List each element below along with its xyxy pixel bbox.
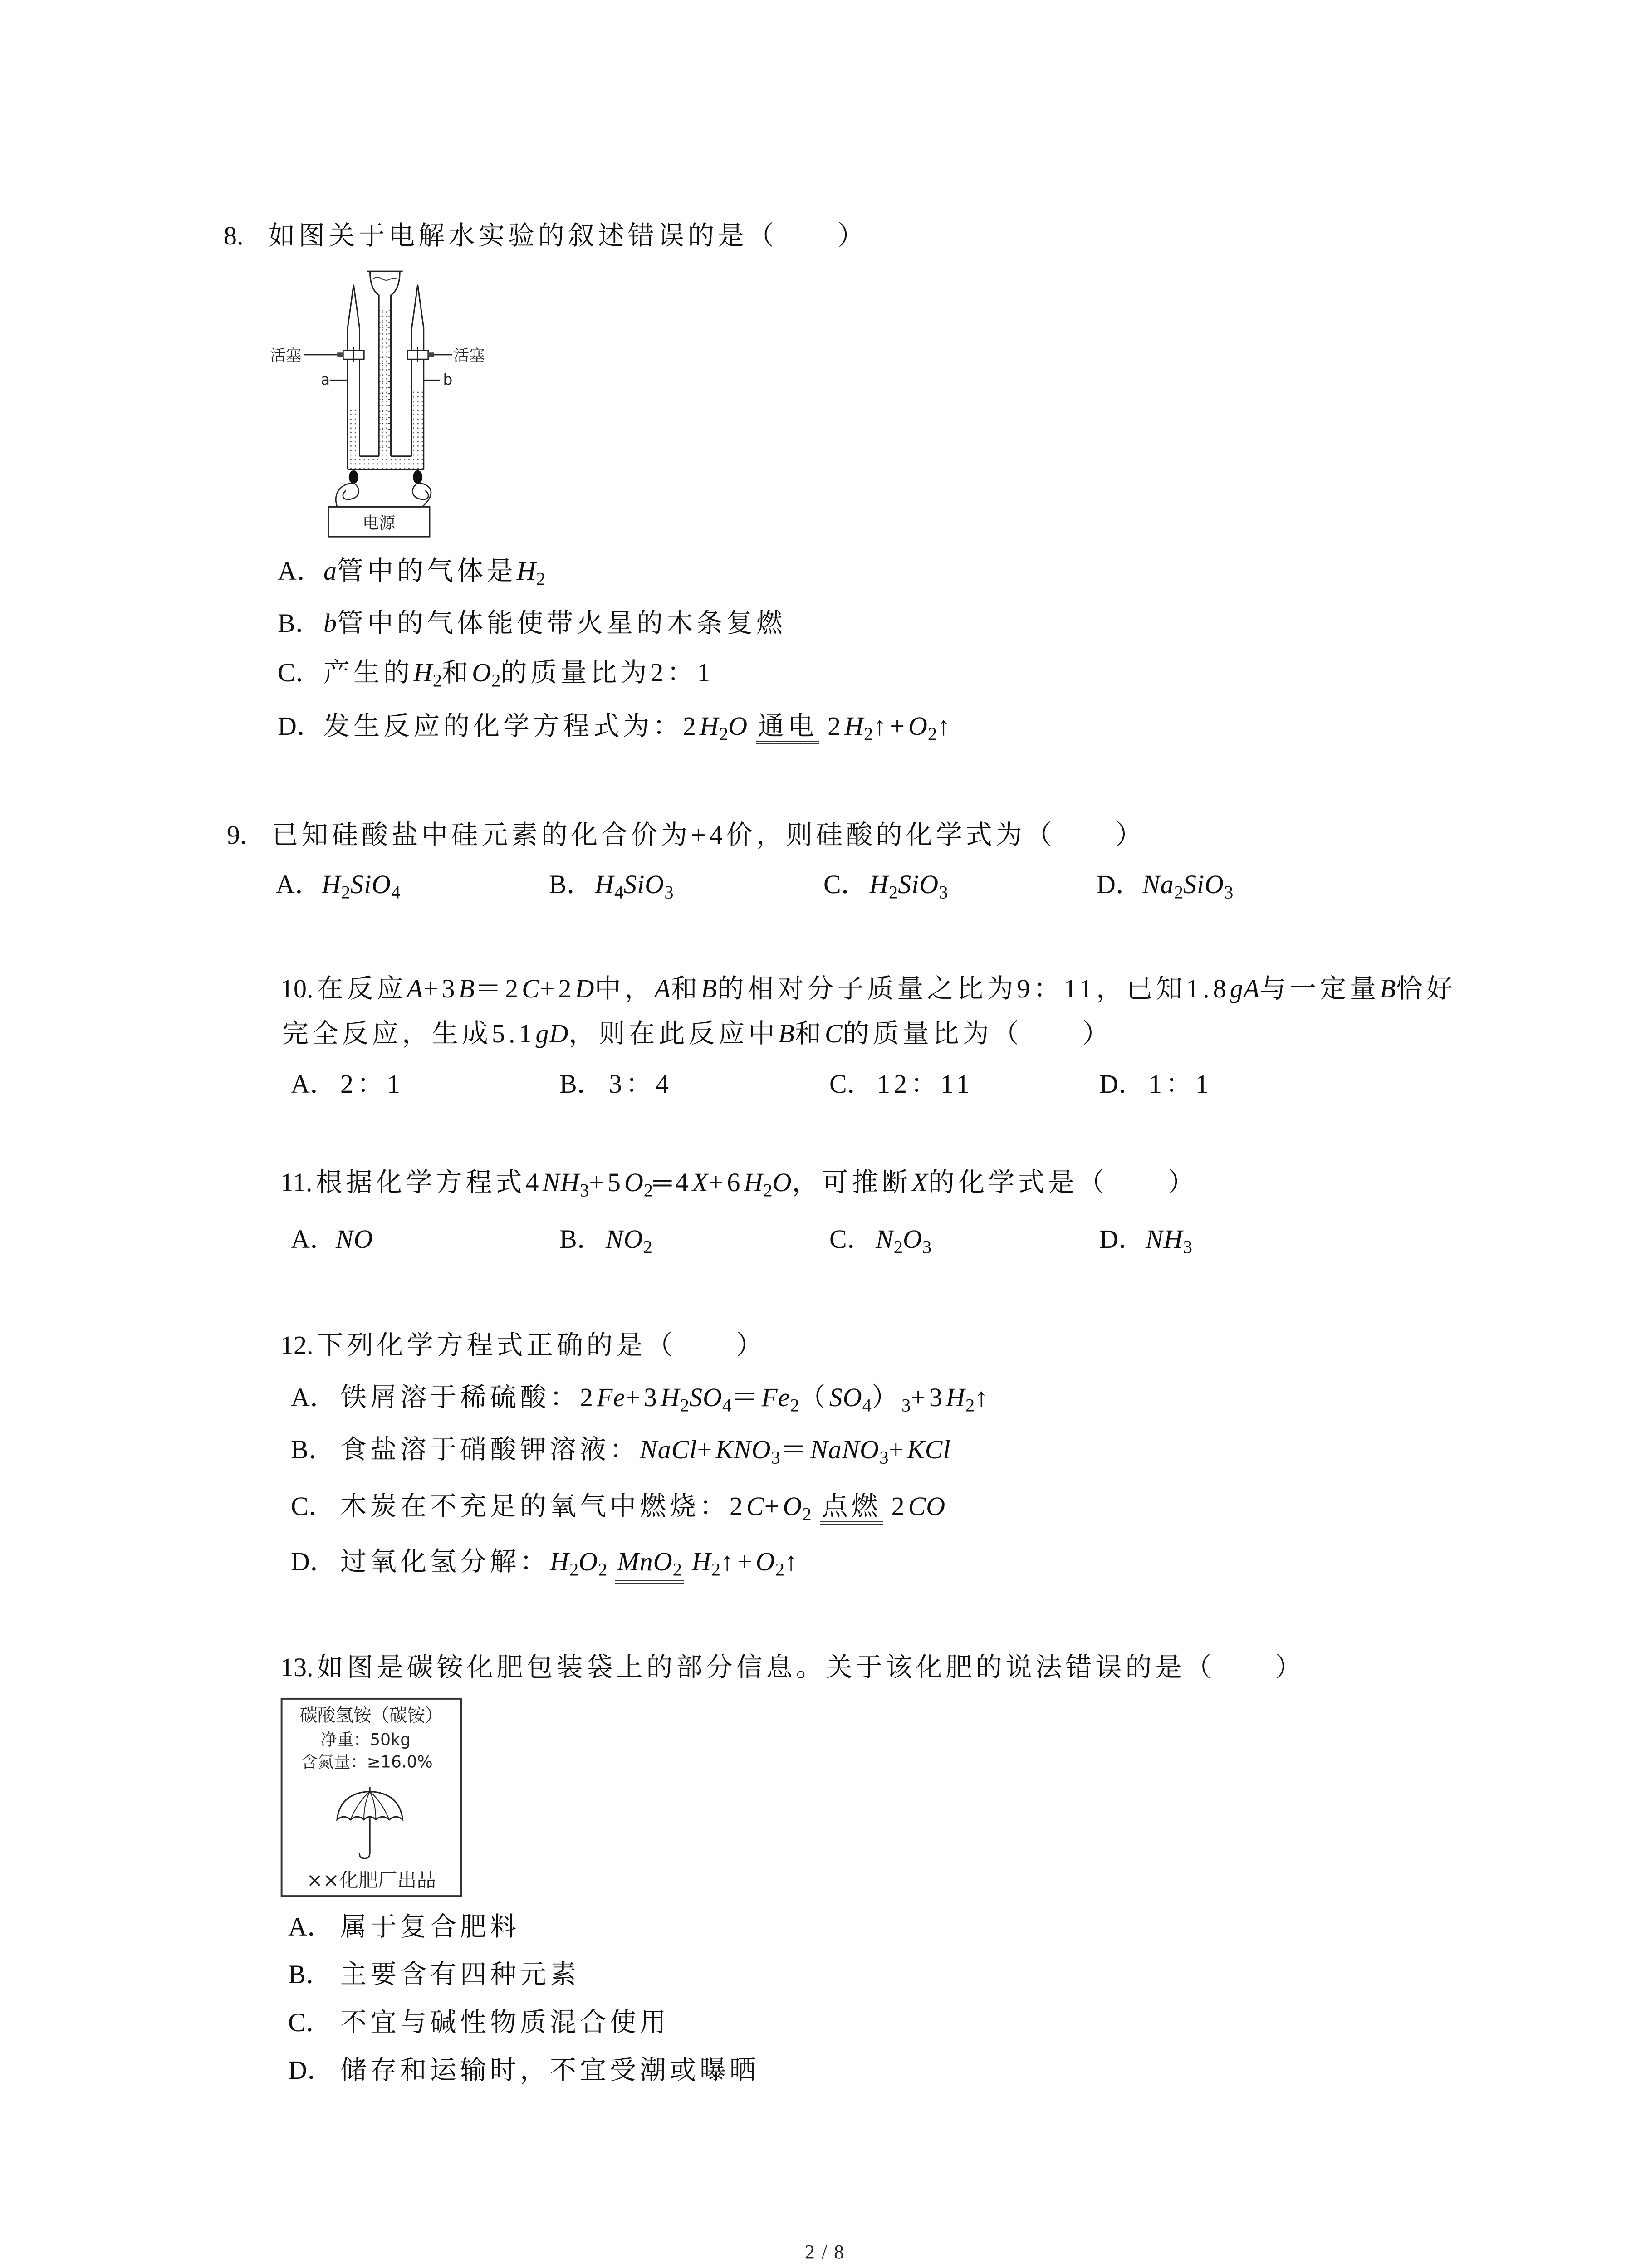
wire-right (412, 483, 431, 507)
option-a (288, 1911, 520, 1943)
funnel-outline (370, 271, 400, 301)
formula-symbol: N (876, 1224, 894, 1254)
option-label: A． (278, 556, 323, 586)
subscript: 2 (763, 1180, 773, 1201)
option-c (829, 1223, 931, 1263)
option-a (291, 1382, 991, 1421)
formula-symbol: H (550, 1547, 569, 1576)
text-run: ═4 (653, 1168, 692, 1197)
text-run: + (888, 1435, 907, 1464)
option-c (288, 2007, 670, 2038)
text-run: ，可推断 (792, 1168, 912, 1197)
option-formula (322, 870, 401, 903)
formula-symbol: KNO (715, 1435, 771, 1464)
text-run: 发生反应的化学方程式为：2 (323, 711, 700, 741)
subscript: 3 (579, 1180, 589, 1201)
text-run: +5 (589, 1168, 624, 1197)
option-text: 储存和运输时，不宜受潮或曝晒 (340, 2055, 760, 2085)
option-label: C． (278, 658, 322, 687)
option-text: 属于复合肥料 (340, 1912, 520, 1941)
text-run: 和 (442, 658, 472, 687)
option-text: 1：1 (1149, 1069, 1213, 1099)
option-label: C． (829, 1069, 873, 1099)
option-label: B． (288, 1960, 332, 1989)
option-label: B． (559, 1224, 603, 1254)
subscript: 2 (927, 723, 937, 744)
product-name: 碳酸氢铵（碳铵） (299, 1705, 443, 1726)
stopcock-knob (428, 352, 434, 357)
label-stopcock-left: 活塞 (270, 347, 302, 365)
subscript: 2 (672, 1559, 682, 1580)
subscript: 2 (536, 568, 546, 589)
text-run: 2 (891, 1491, 908, 1521)
option-text (323, 711, 954, 744)
text-run: 过氧化氢分解： (340, 1547, 550, 1576)
subscript: 2 (643, 1180, 653, 1201)
formula-symbol: O (624, 1168, 644, 1197)
formula-symbol: H (700, 711, 719, 741)
text-run: 恰好 (1396, 974, 1456, 1003)
text-run: ＝2 (475, 974, 522, 1003)
formula-symbol: NH (1146, 1224, 1183, 1254)
nitrogen-content: 含氮量：≥16.0% (301, 1752, 433, 1772)
question-text: 已知硅酸盐中硅元素的化合价为+4价，则硅酸的化学式为（ ） (272, 820, 1146, 850)
formula-symbol: Na (1142, 870, 1174, 899)
formula-symbol: NO (336, 1224, 373, 1254)
formula-symbol: NaCl (640, 1435, 697, 1464)
option-b (559, 1223, 652, 1263)
question-number: 10. (280, 974, 314, 1003)
subscript: 2 (432, 670, 442, 691)
question-9-stem (227, 819, 1146, 851)
page-number: 2 / 8 (804, 2241, 845, 2263)
option-formula (606, 1224, 652, 1257)
option-formula (595, 870, 674, 903)
subscript: 4 (862, 1395, 872, 1416)
option-label: C． (823, 870, 867, 899)
option-text (340, 1547, 801, 1580)
text-run: + (697, 1435, 716, 1464)
text-run: 和 (794, 1019, 825, 1048)
option-d (1097, 869, 1233, 908)
subscript: 2 (643, 1237, 652, 1257)
text-run: ＝ (731, 1383, 762, 1412)
subscript: 4 (722, 1395, 732, 1416)
option-b (559, 1068, 672, 1100)
text-run: 管中的气体是 (337, 556, 517, 586)
option-text (323, 608, 786, 638)
electrode-left (349, 470, 358, 484)
subscript: 3 (771, 1447, 780, 1468)
question-12-stem (280, 1330, 766, 1361)
question-text (317, 974, 1456, 1003)
subscript: 3 (664, 882, 674, 903)
option-label: A． (291, 1224, 336, 1254)
text-run: 通电 (758, 711, 818, 741)
option-text: 2：1 (340, 1069, 404, 1099)
text-run: ） (871, 1383, 901, 1412)
funnel-water-surface (373, 277, 397, 280)
formula-symbol: O (578, 1547, 598, 1576)
label-power-supply: 电源 (362, 513, 396, 533)
text-run: +3 (423, 974, 459, 1003)
subscript: 2 (790, 1395, 799, 1416)
formula-symbol: B (458, 974, 475, 1003)
option-text (323, 556, 546, 589)
text-run: 的化学式是（ ） (928, 1168, 1198, 1197)
option-d (1099, 1068, 1212, 1100)
question-number: 12. (280, 1330, 314, 1360)
option-text: 12：11 (877, 1069, 973, 1099)
formula-symbol: C (522, 974, 540, 1003)
option-a (276, 869, 400, 908)
formula-symbol: NaNO (810, 1435, 880, 1464)
option-label: D． (278, 711, 323, 741)
option-a (291, 1223, 373, 1255)
text-run: 的质量比为2：1 (500, 658, 714, 687)
option-label: D． (1099, 1224, 1145, 1254)
formula-symbol: O (908, 711, 928, 741)
option-b (549, 869, 673, 908)
question-text (282, 1019, 1112, 1048)
subscript: 2 (1174, 882, 1183, 903)
subscript: 3 (1183, 1237, 1192, 1257)
option-label: B． (559, 1069, 603, 1099)
text-run: 的相对分子质量之比为9：11，已知1.8 (717, 974, 1230, 1003)
option-c (823, 869, 948, 908)
question-text: 如图是碳铵化肥包装袋上的部分信息。关于该化肥的说法错误的是（ ） (317, 1652, 1305, 1682)
option-label: C． (829, 1224, 873, 1254)
option-d (1099, 1223, 1192, 1263)
formula-symbol: H (595, 870, 614, 899)
subscript: 2 (569, 1559, 579, 1580)
formula-symbol: O (728, 711, 748, 741)
question-10-stem-line-2 (282, 1018, 1112, 1050)
question-number: 8. (224, 221, 244, 250)
text-run: 的质量比为（ ） (843, 1019, 1112, 1048)
option-formula (876, 1224, 932, 1257)
text-run: 铁屑溶于稀硫酸：2 (340, 1383, 597, 1412)
formula-symbol: SO (689, 1383, 722, 1412)
graduation-marks-left (379, 310, 383, 454)
subscript: 2 (680, 1395, 690, 1416)
option-label: D． (291, 1547, 336, 1576)
formula-symbol: gA (1230, 974, 1260, 1003)
option-d (288, 2054, 759, 2086)
option-text: 主要含有四种元素 (340, 1960, 580, 1989)
option-label: D． (288, 2055, 333, 2085)
label-tube-b: b (443, 370, 453, 388)
formula-symbol: H (517, 556, 536, 586)
text-run: ↑ (937, 711, 954, 741)
formula-symbol: CO (908, 1491, 946, 1521)
formula-symbol: X (911, 1168, 928, 1197)
option-text (340, 1383, 992, 1416)
subscript: 2 (719, 723, 729, 744)
question-number: 13. (280, 1652, 314, 1682)
option-label: A． (276, 870, 321, 899)
formula-symbol: gD (535, 1019, 569, 1048)
option-b (288, 1959, 580, 1990)
text-run: +3 (625, 1383, 661, 1412)
formula-symbol: SiO (1183, 870, 1224, 899)
subscript: 3 (922, 1237, 932, 1257)
formula-symbol: D (575, 974, 595, 1003)
option-formula (1142, 870, 1234, 903)
formula-symbol: H (660, 1383, 680, 1412)
subscript: 2 (775, 1559, 784, 1580)
option-formula (1146, 1224, 1192, 1257)
formula-symbol: H (413, 658, 433, 687)
fertilizer-bag-label (280, 1697, 462, 1897)
text-run: 木炭在不充足的氧气中燃烧：2 (340, 1491, 747, 1521)
option-formula (869, 870, 948, 903)
option-formula (336, 1224, 373, 1254)
subscript: 3 (1224, 882, 1234, 903)
reaction-condition (756, 713, 819, 744)
question-11-stem (280, 1167, 1198, 1206)
text-run: 根据化学方程式4 (316, 1168, 543, 1197)
text-run: +2 (539, 974, 575, 1003)
formula-symbol: B (778, 1019, 795, 1048)
reaction-condition (820, 1493, 883, 1525)
formula-symbol: SiO (898, 870, 939, 899)
text-run: ↑+ (873, 711, 909, 741)
option-label: A． (288, 1912, 333, 1941)
text-run: （ (799, 1383, 829, 1412)
option-c (291, 1491, 945, 1530)
text-run: ，则在此反应中 (568, 1019, 779, 1048)
electrolysis-apparatus-diagram (269, 265, 492, 541)
formula-symbol: O (755, 1547, 775, 1576)
option-a (278, 555, 545, 595)
option-label: A． (291, 1069, 336, 1099)
text-run: +6 (708, 1168, 744, 1197)
formula-symbol: C (824, 1019, 843, 1048)
option-c (278, 657, 714, 696)
question-number: 9. (227, 820, 247, 850)
formula-symbol: NH (542, 1168, 580, 1197)
option-text (340, 1435, 951, 1468)
formula-symbol: Fe (597, 1383, 626, 1412)
subscript: 4 (614, 882, 624, 903)
subscript: 2 (965, 1395, 975, 1416)
water-connecting-tube (348, 458, 423, 469)
subscript: 2 (711, 1559, 721, 1580)
formula-symbol: B (1380, 974, 1396, 1003)
formula-symbol: H (322, 870, 341, 899)
option-label: D． (1099, 1069, 1145, 1099)
text-run: 与一定量 (1260, 974, 1380, 1003)
formula-symbol: Fe (761, 1383, 790, 1412)
subscript: 2 (893, 1237, 903, 1257)
formula-symbol: C (746, 1491, 764, 1521)
formula-symbol: SO (829, 1383, 862, 1412)
formula-symbol: b (323, 608, 337, 638)
stopcock-knob (337, 352, 343, 357)
subscript: 2 (491, 670, 501, 691)
formula-symbol: a (323, 556, 337, 586)
text-run: 2 (828, 711, 845, 741)
manufacturer: ××化肥厂出品 (306, 1869, 436, 1892)
option-text (340, 1491, 946, 1525)
formula-symbol: X (692, 1168, 709, 1197)
label-stopcock-right: 活塞 (453, 347, 485, 365)
subscript: 4 (391, 882, 401, 903)
wire-left (336, 483, 359, 507)
net-weight: 净重：50kg (320, 1730, 411, 1750)
formula-symbol: H (869, 870, 889, 899)
subscript: 2 (888, 882, 898, 903)
formula-symbol: B (700, 974, 718, 1003)
question-text: 下列化学方程式正确的是（ ） (317, 1330, 766, 1360)
question-text (316, 1168, 1198, 1201)
option-d (291, 1546, 801, 1585)
option-label: B． (549, 870, 593, 899)
formula-symbol: SiO (623, 870, 665, 899)
option-text (323, 658, 714, 691)
formula-symbol: O (902, 1224, 922, 1254)
subscript: 2 (598, 1559, 607, 1580)
text-run: ＝ (780, 1435, 810, 1464)
graduation-marks-right (387, 310, 391, 454)
formula-symbol: O (783, 1491, 803, 1521)
formula-symbol: A (654, 974, 671, 1003)
option-label: B． (278, 608, 322, 638)
formula-symbol: O (472, 658, 492, 687)
option-c (829, 1068, 973, 1100)
text-run: 完全反应，生成5.1 (282, 1019, 536, 1048)
formula-symbol: MnO (617, 1547, 673, 1576)
reaction-condition (615, 1548, 684, 1584)
formula-symbol: A (407, 974, 423, 1003)
option-b (278, 607, 786, 639)
label-tube-a: a (321, 370, 330, 388)
text-run: 在反应 (317, 974, 407, 1003)
subscript: 2 (864, 723, 873, 744)
option-text: 3：4 (609, 1069, 673, 1099)
subscript: 2 (802, 1504, 812, 1525)
text-run: 点燃 (821, 1491, 882, 1521)
electrode-right (413, 470, 422, 484)
formula-symbol: H (744, 1168, 764, 1197)
option-label: D． (1097, 870, 1142, 899)
text-run: 和 (671, 974, 701, 1003)
question-8-stem (224, 220, 867, 252)
text-run: 管中的气体能使带火星的木条复燃 (337, 608, 787, 638)
formula-symbol: H (844, 711, 864, 741)
text-run: +3 (911, 1383, 946, 1412)
text-run: + (764, 1491, 783, 1521)
option-d (278, 710, 954, 750)
option-label: A． (291, 1383, 336, 1412)
subscript: 3 (879, 1447, 889, 1468)
text-run: ↑ (784, 1547, 801, 1576)
option-label: B． (291, 1435, 335, 1464)
formula-symbol: NO (606, 1224, 643, 1254)
option-b (291, 1434, 951, 1473)
option-text: 不宜与碱性物质混合使用 (340, 2008, 670, 2037)
subscript: 3 (939, 882, 948, 903)
formula-symbol: KCl (907, 1435, 951, 1464)
option-a (291, 1068, 404, 1100)
formula-symbol: SiO (350, 870, 392, 899)
funnel-reservoir (367, 271, 403, 301)
question-number: 11. (280, 1168, 313, 1197)
text-run: ↑+ (720, 1547, 756, 1576)
text-run: ↑ (975, 1383, 992, 1412)
option-label: C． (288, 2008, 332, 2037)
formula-symbol: O (772, 1168, 792, 1197)
subscript: 3 (901, 1395, 911, 1416)
question-13-stem (280, 1652, 1305, 1683)
text-run: 中， (594, 974, 655, 1003)
question-10-stem-line-1 (280, 973, 1456, 1005)
subscript: 2 (341, 882, 351, 903)
question-text: 如图关于电解水实验的叙述错误的是（ ） (269, 221, 868, 250)
formula-symbol: H (946, 1383, 965, 1412)
formula-symbol: H (691, 1547, 711, 1576)
text-run: 食盐溶于硝酸钾溶液： (340, 1435, 640, 1464)
option-label: C． (291, 1491, 335, 1521)
text-run: 产生的 (323, 658, 414, 687)
